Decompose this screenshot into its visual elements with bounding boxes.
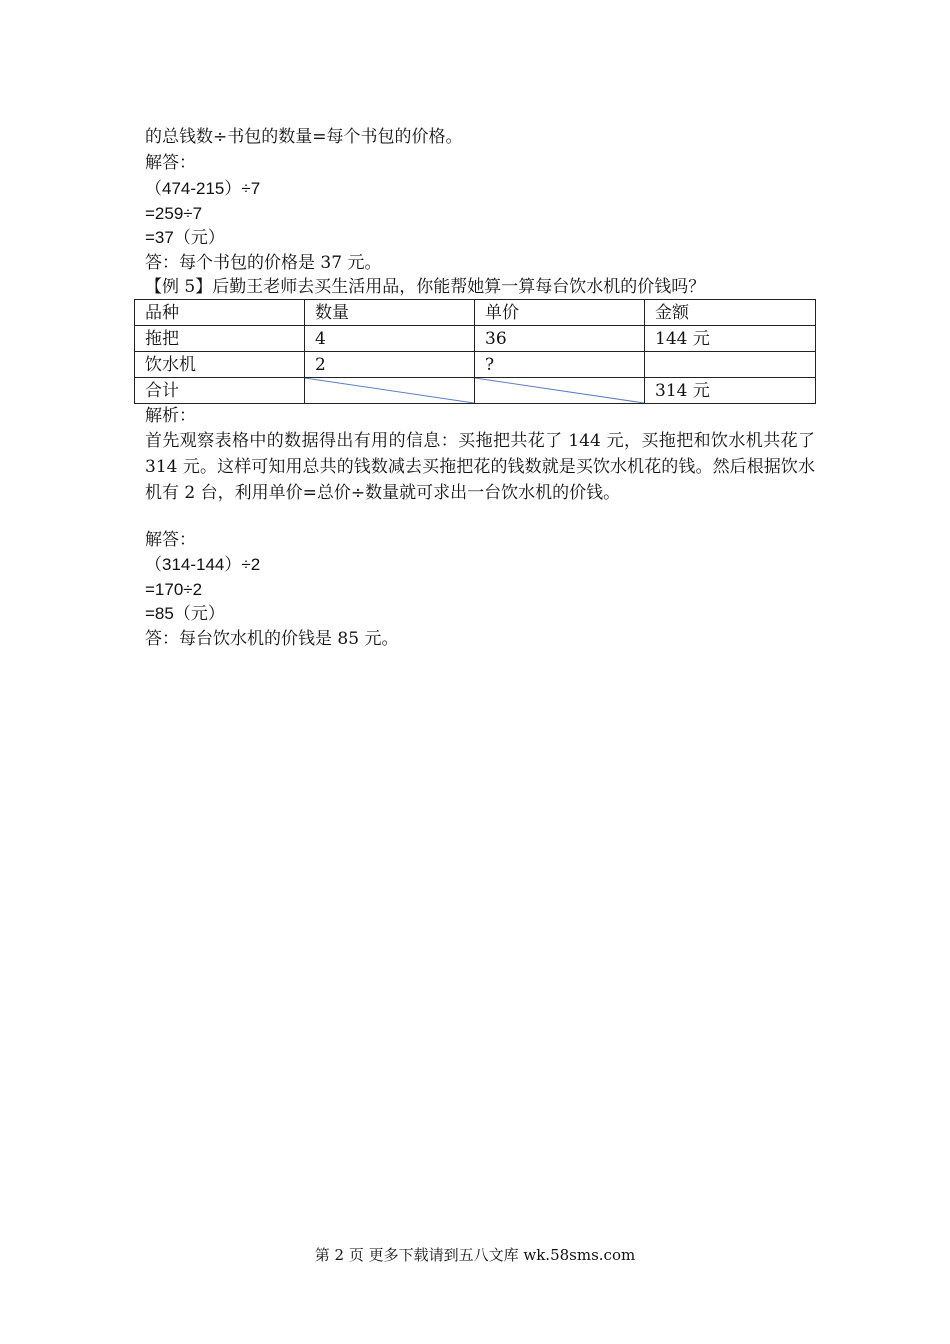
- table-cell: 314 元: [645, 378, 816, 404]
- table-cell: 合计: [135, 378, 305, 404]
- table-cell: 拖把: [135, 326, 305, 352]
- table-cell: ?: [475, 352, 645, 378]
- table-cell: 144 元: [645, 326, 816, 352]
- table-cell-diagonal: [475, 378, 645, 404]
- table-cell: 饮水机: [135, 352, 305, 378]
- example-5-question: 【例 5】后勤王老师去买生活用品，你能帮她算一算每台饮水机的价钱吗？: [145, 277, 706, 297]
- table-cell: [645, 352, 816, 378]
- answer-line-2: 答：每台饮水机的价钱是 85 元。: [145, 629, 399, 649]
- formula-step-4: （314-144）÷2: [145, 555, 261, 574]
- diagonal-line: [305, 378, 474, 403]
- table-header-cell: 品种: [135, 300, 305, 326]
- answer-label-1: 解答：: [145, 153, 196, 173]
- answer-label-2: 解答：: [145, 530, 196, 550]
- analysis-paragraph: 首先观察表格中的数据得出有用的信息：买拖把共花了 144 元，买拖把和饮水机共花了 314 元。这样可知用总共的钱数减去买拖把花的钱数就是买饮水机花的钱。然后根据饮水机有 2 台，利用单价=总价÷数量就可求出一台饮水机的价钱。: [145, 431, 815, 503]
- table-cell: 36: [475, 326, 645, 352]
- answer-line-1: 答：每个书包的价格是 37 元。: [145, 253, 382, 273]
- table-cell: 2: [305, 352, 475, 378]
- formula-step-6: =85（元）: [145, 604, 225, 623]
- table-header-cell: 数量: [305, 300, 475, 326]
- text-line-total-money: 的总钱数÷书包的数量=每个书包的价格。: [145, 127, 463, 147]
- table-row: [135, 326, 816, 352]
- table-cell: 4: [305, 326, 475, 352]
- table-cell-diagonal: [305, 378, 475, 404]
- table-header-cell: 单价: [475, 300, 645, 326]
- formula-step-3: =37（元）: [145, 228, 225, 247]
- diagonal-line: [475, 378, 644, 403]
- table-header-row: [135, 300, 816, 326]
- goods-table: [134, 299, 816, 404]
- analysis-label: 解析：: [145, 406, 196, 426]
- table-row-total: [135, 378, 816, 404]
- formula-step-1: （474-215）÷7: [145, 179, 261, 198]
- formula-step-5: =170÷2: [145, 580, 203, 599]
- table-header-cell: 金额: [645, 300, 816, 326]
- formula-step-2: =259÷7: [145, 204, 203, 223]
- table-row: [135, 352, 816, 378]
- page-footer: 第 2 页 更多下载请到五八文库 wk.58sms.com: [314, 1246, 636, 1264]
